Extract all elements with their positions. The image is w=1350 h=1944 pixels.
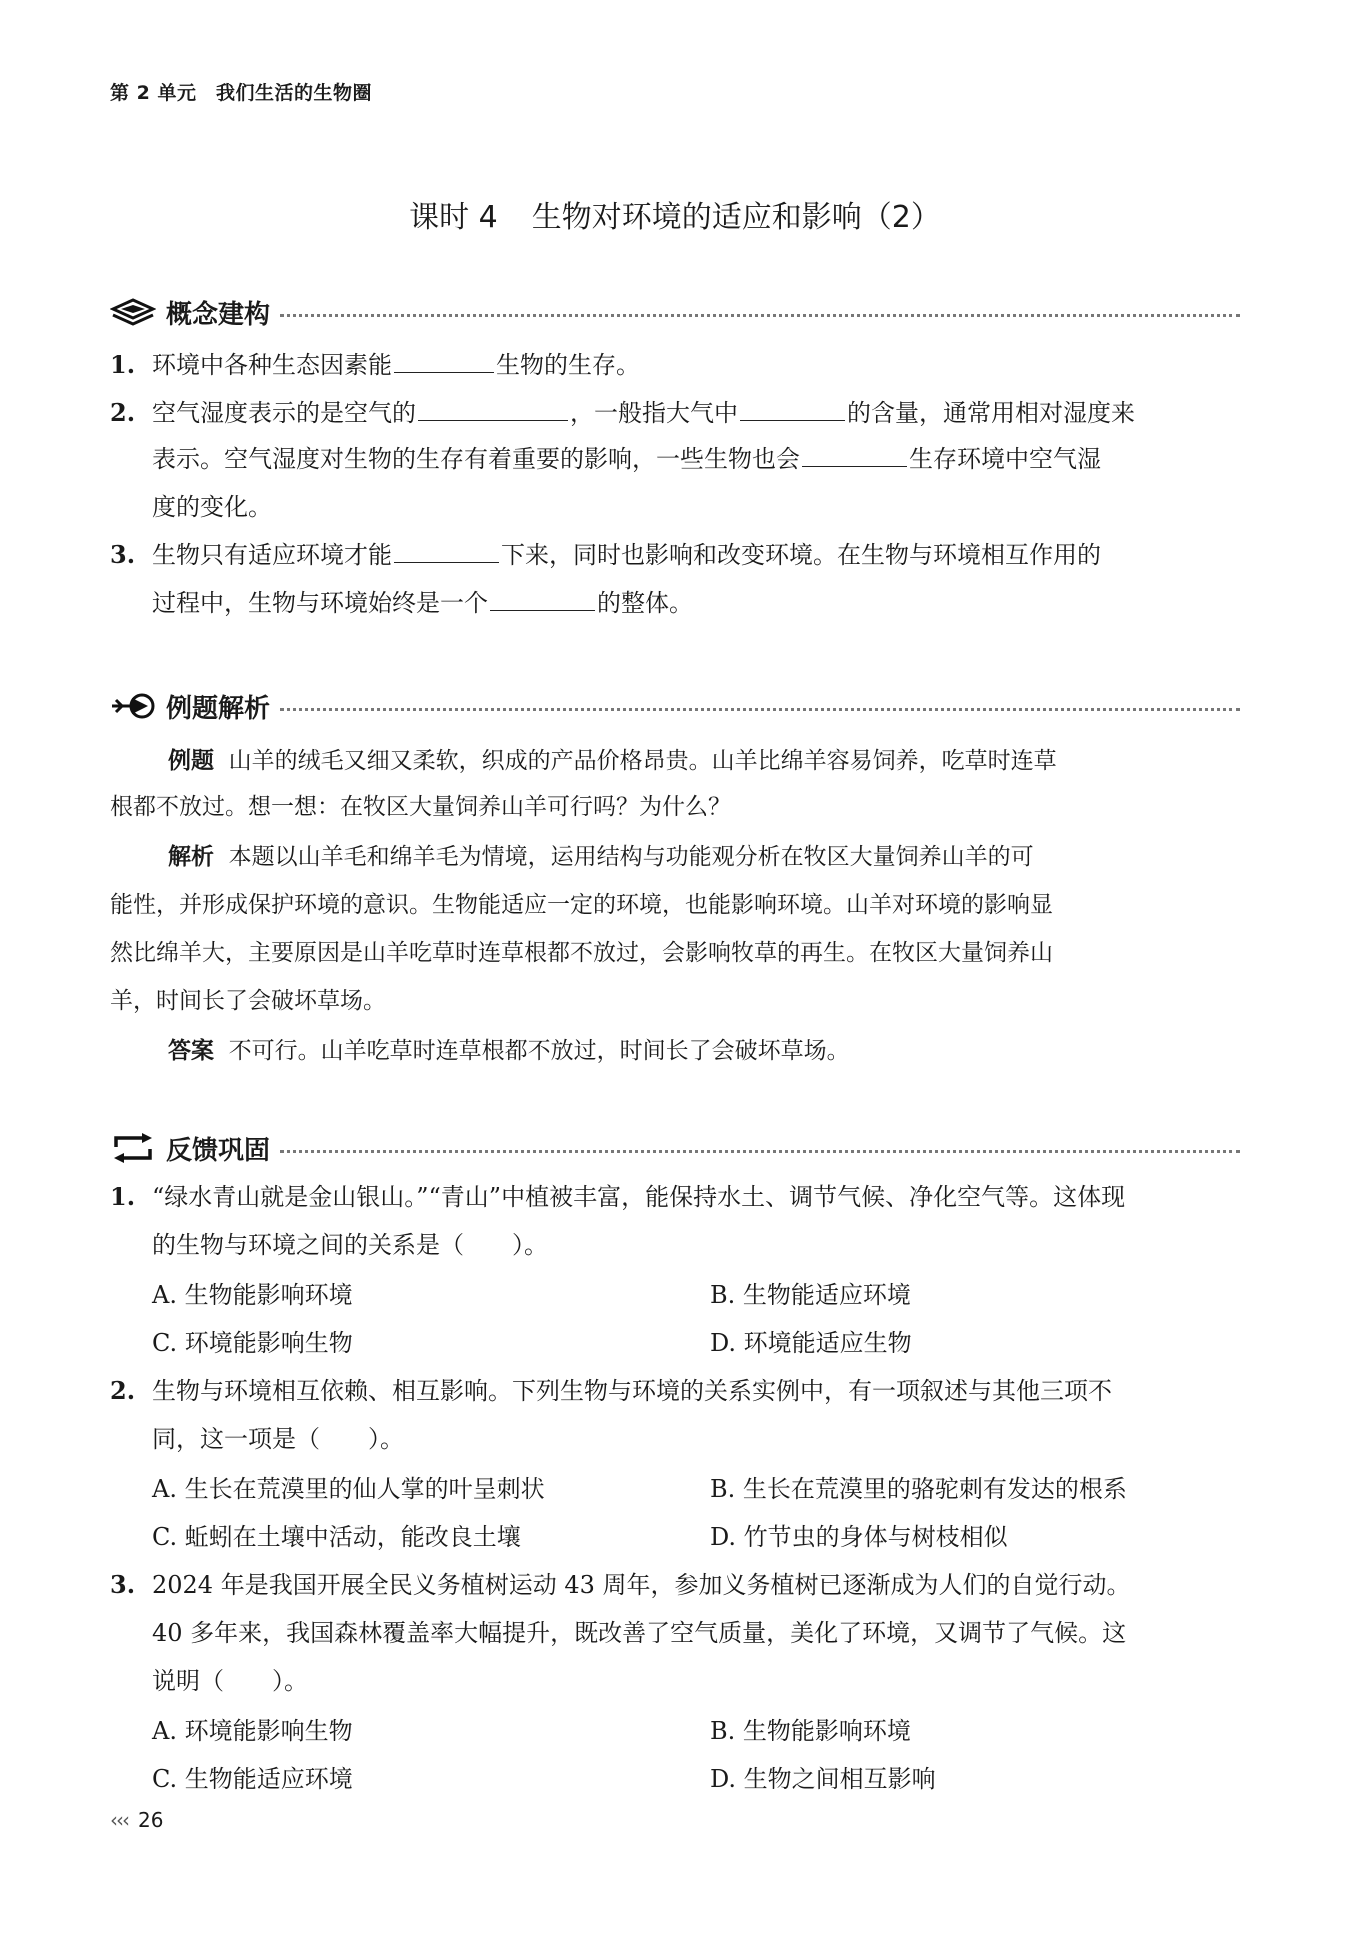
example-question-line1: [168, 746, 1057, 776]
feedback-q2-line1: [110, 1376, 1250, 1406]
question-number: 1.: [110, 350, 136, 379]
answer-label: 答案: [168, 1038, 214, 1064]
arrow-target-icon: [110, 691, 156, 721]
concept-q1: [110, 350, 1250, 380]
concept-q2-line3: [110, 492, 1292, 522]
option-c[interactable]: C. 环境能影响生物: [152, 1329, 353, 1357]
example-text: 山羊的绒毛又细又柔软，织成的产品价格昂贵。山羊比绵羊容易饲养，吃草时连草: [228, 748, 1057, 774]
section-divider: [280, 1150, 1240, 1153]
section-feedback-label: 反馈巩固: [166, 1135, 271, 1166]
section-example-label: 例题解析: [166, 693, 271, 724]
option-d[interactable]: D. 生物之间相互影响: [710, 1765, 936, 1793]
section-concept-header: [110, 292, 1240, 332]
feedback-q3-line2: [110, 1618, 1292, 1648]
question-number: 3.: [110, 1570, 136, 1599]
question-text: 同，这一项是（ ）。: [152, 1425, 404, 1453]
analysis-line1: [168, 842, 1034, 872]
question-text: 的含量，通常用相对湿度来: [847, 399, 1135, 427]
option-a[interactable]: A. 环境能影响生物: [152, 1717, 353, 1745]
page-footer: [110, 1808, 163, 1832]
feedback-q1-line1: [110, 1182, 1250, 1212]
title-lesson: 课时 4: [409, 200, 498, 235]
section-example-header: [110, 686, 1240, 726]
analysis-line2: [110, 890, 1053, 920]
option-b[interactable]: B. 生长在荒漠里的骆驼刺有发达的根系: [710, 1475, 1127, 1503]
option-c[interactable]: C. 蚯蚓在土壤中活动，能改良土壤: [152, 1523, 521, 1551]
section-concept-label: 概念建构: [166, 299, 271, 330]
answer-blank[interactable]: [394, 540, 499, 563]
question-text: 40 多年来，我国森林覆盖率大幅提升，既改善了空气质量，美化了环境，又调节了气候。这: [152, 1619, 1127, 1647]
refresh-icon: [110, 1133, 156, 1163]
chevrons-left-icon: ‹‹‹: [110, 1808, 128, 1832]
question-text: 空气湿度表示的是空气的: [152, 399, 416, 427]
section-feedback-header: [110, 1128, 1240, 1168]
answer-blank[interactable]: [490, 588, 595, 611]
question-text: 说明（ ）。: [152, 1667, 308, 1695]
analysis-line4: [110, 986, 386, 1016]
question-text: ，一般指大气中: [570, 399, 738, 427]
page-number: 26: [138, 1808, 164, 1832]
question-text: “绿水青山就是金山银山。”“青山”中植被丰富，能保持水土、调节气候、净化空气等。这体现: [152, 1183, 1126, 1211]
layers-icon: [110, 298, 156, 326]
question-text: 过程中，生物与环境始终是一个: [152, 589, 488, 617]
feedback-q3-line3: [110, 1666, 1292, 1696]
question-text: 下来，同时也影响和改变环境。在生物与环境相互作用的: [501, 541, 1101, 569]
question-text: 表示。空气湿度对生物的生存有着重要的影响，一些生物也会: [152, 445, 800, 473]
question-text: 的整体。: [597, 589, 693, 617]
answer-line: [168, 1036, 850, 1066]
concept-q2-line1: [110, 398, 1250, 428]
section-divider: [280, 314, 1240, 317]
analysis-label: 解析: [168, 844, 214, 870]
option-a[interactable]: A. 生长在荒漠里的仙人掌的叶呈刺状: [152, 1475, 545, 1503]
question-number: 1.: [110, 1182, 136, 1211]
question-text: 生存环境中空气湿: [909, 445, 1101, 473]
feedback-q2-line2: [110, 1424, 1292, 1454]
option-b[interactable]: B. 生物能适应环境: [710, 1281, 911, 1309]
feedback-q1-line2: [110, 1230, 1292, 1260]
question-text: 生物只有适应环境才能: [152, 541, 392, 569]
example-label: 例题: [168, 748, 214, 774]
question-number: 2.: [110, 1376, 136, 1405]
option-a[interactable]: A. 生物能影响环境: [152, 1281, 353, 1309]
concept-q3-line1: [110, 540, 1250, 570]
option-d[interactable]: D. 环境能适应生物: [710, 1329, 912, 1357]
unit-header: 第 2 单元 我们生活的生物圈: [110, 82, 372, 104]
analysis-text: 本题以山羊毛和绵羊毛为情境，运用结构与功能观分析在牧区大量饲养山羊的可: [228, 844, 1034, 870]
page-title: [0, 192, 1350, 236]
title-topic: 生物对环境的适应和影响（2）: [531, 200, 941, 235]
question-number: 2.: [110, 398, 136, 427]
option-c[interactable]: C. 生物能适应环境: [152, 1765, 353, 1793]
answer-blank[interactable]: [802, 444, 907, 467]
question-text: 生物与环境相互依赖、相互影响。下列生物与环境的关系实例中，有一项叙述与其他三项不: [152, 1377, 1112, 1405]
concept-q2-line2: [110, 444, 1292, 474]
question-text: 生物的生存。: [496, 351, 640, 379]
question-text: 2024 年是我国开展全民义务植树运动 43 周年，参加义务植树已逐渐成为人们的自觉行动。: [152, 1571, 1131, 1599]
option-d[interactable]: D. 竹节虫的身体与树枝相似: [710, 1523, 1008, 1551]
question-text: 的生物与环境之间的关系是（ ）。: [152, 1231, 548, 1259]
answer-blank[interactable]: [394, 350, 494, 373]
answer-blank[interactable]: [418, 398, 568, 421]
question-text: 度的变化。: [152, 493, 272, 521]
question-text: 环境中各种生态因素能: [152, 351, 392, 379]
analysis-text: 然比绵羊大，主要原因是山羊吃草时连草根都不放过，会影响牧草的再生。在牧区大量饲养山: [110, 940, 1053, 966]
concept-q3-line2: [110, 588, 1292, 618]
answer-blank[interactable]: [740, 398, 845, 421]
analysis-text: 羊，时间长了会破坏草场。: [110, 988, 386, 1014]
answer-text: 不可行。山羊吃草时连草根都不放过，时间长了会破坏草场。: [228, 1038, 850, 1064]
question-number: 3.: [110, 540, 136, 569]
option-b[interactable]: B. 生物能影响环境: [710, 1717, 911, 1745]
example-text: 根都不放过。想一想：在牧区大量饲养山羊可行吗？为什么？: [110, 794, 731, 820]
analysis-text: 能性，并形成保护环境的意识。生物能适应一定的环境，也能影响环境。山羊对环境的影响显: [110, 892, 1053, 918]
section-divider: [280, 708, 1240, 711]
feedback-q3-line1: [110, 1570, 1250, 1600]
analysis-line3: [110, 938, 1053, 968]
example-question-line2: [110, 792, 731, 822]
